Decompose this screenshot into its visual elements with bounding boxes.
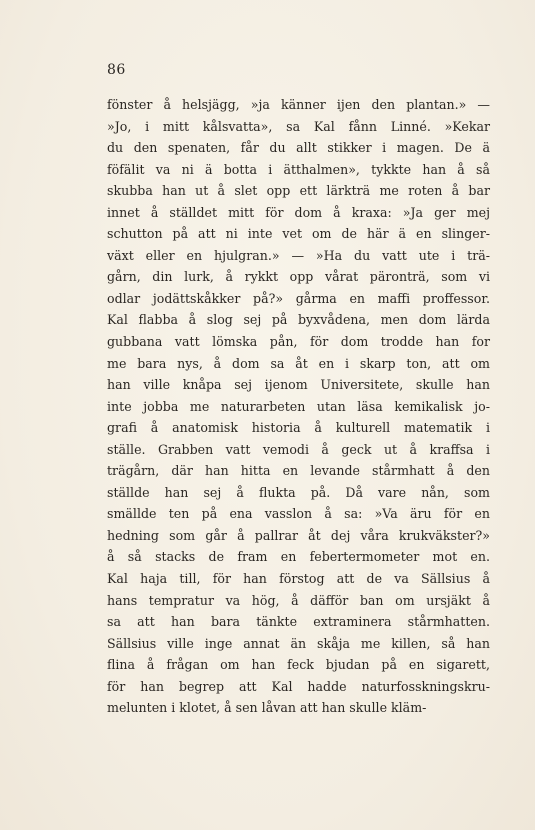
- text-line: grafi å anatomisk historia å kulturell matematik i: [107, 420, 490, 436]
- text-line: växt eller en hjulgran.» — »Ha du vatt ute i trä-: [107, 247, 490, 263]
- text-line: sa att han bara tänkte extraminera stårmhatten.: [107, 614, 490, 630]
- text-line: odlar jodättskåkker på?» gårma en maffi proffessor.: [107, 290, 490, 306]
- text-line: Sällsius ville inge annat än skåja me killen, så han: [107, 635, 490, 651]
- body-text: [107, 94, 490, 719]
- text-line: för han begrep att Kal hadde naturfosskningskru-: [107, 678, 490, 694]
- text-line: hans tempratur va hög, å däfför ban om ursjäkt å: [107, 592, 490, 608]
- text-line: melunten i klotet, å sen låvan att han skulle kläm-: [107, 700, 427, 716]
- text-line: ställe. Grabben vatt vemodi å geck ut å kraffsa i: [107, 441, 490, 457]
- text-line: innet å ställdet mitt för dom å kraxa: »Ja ger mej: [107, 204, 490, 220]
- text-line: skubba han ut å slet opp ett lärkträ me roten å bar: [107, 183, 490, 199]
- text-line: ställde han sej å flukta på. Då vare nån, som: [107, 484, 490, 500]
- text-line: föfälit va ni ä botta i ätthalmen», tykkte han å så: [107, 161, 490, 177]
- text-line: inte jobba me naturarbeten utan läsa kemikalisk jo-: [107, 398, 490, 414]
- text-line: trägårn, där han hitta en levande stårmhatt å den: [107, 463, 490, 479]
- text-line: »Jo, i mitt kålsvatta», sa Kal fånn Linné. »Kekar: [107, 118, 490, 134]
- text-line: flina å frågan om han feck bjudan på en sigarett,: [107, 657, 490, 673]
- text-line: me bara nys, å dom sa åt en i skarp ton, att om: [107, 355, 490, 371]
- text-line: å så stacks de fram en febertermometer mot en.: [107, 549, 490, 565]
- text-line: hedning som går å pallrar åt dej våra krukväkster?»: [107, 527, 490, 543]
- text-line: schutton på att ni inte vet om de här ä en slinger-: [107, 226, 490, 242]
- text-line: Kal haja till, för han förstog att de va Sällsius å: [107, 571, 490, 587]
- text-line: du den spenaten, får du allt stikker i magen. De ä: [107, 140, 490, 156]
- page-number: 86: [107, 62, 126, 78]
- text-line: smällde ten på ena vasslon å sa: »Va äru för en: [107, 506, 490, 522]
- text-line: han ville knåpa sej ijenom Universitete, skulle han: [107, 377, 490, 393]
- text-line: gubbana vatt lömska pån, för dom trodde han for: [107, 334, 490, 350]
- text-line: gårn, din lurk, å rykkt opp vårat päronträ, som vi: [107, 269, 490, 285]
- text-line: fönster å helsjägg, »ja känner ijen den plantan.» —: [107, 97, 490, 112]
- text-line: Kal flabba å slog sej på byxvådena, men dom lärda: [107, 312, 490, 328]
